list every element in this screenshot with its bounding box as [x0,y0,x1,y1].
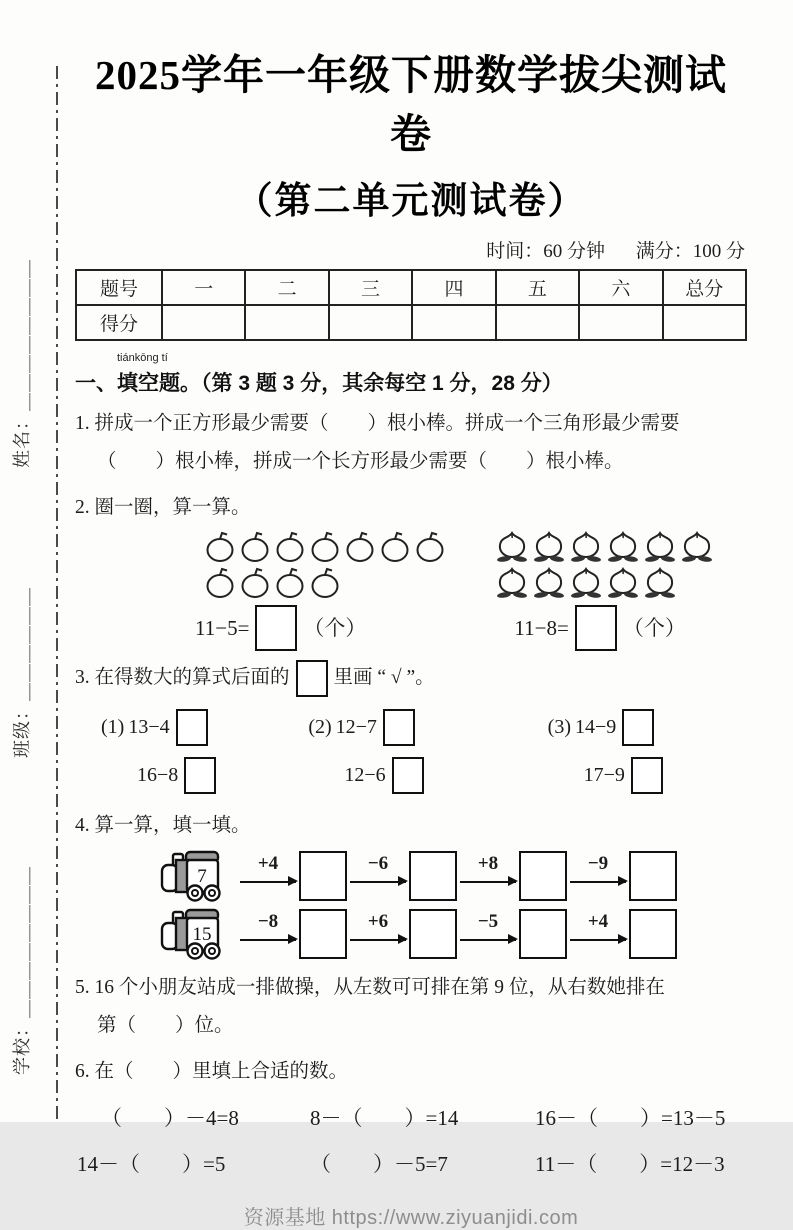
footer-link[interactable]: 资源基地 https://www.ziyuanjidi.com [243,1207,579,1230]
score-row-label: 得分 [76,305,162,340]
apple-icon [238,566,272,600]
q3-grid [75,703,747,799]
peach-group [494,529,716,601]
score-input-cell[interactable] [579,305,662,340]
q2-unit-left: （个） [303,616,367,640]
q3-bottom-line [308,751,507,799]
apple-row [203,565,448,601]
check-box[interactable] [383,709,415,746]
q3-expression: 14−9 [574,716,617,739]
apple-icon [273,530,307,564]
q6-grid [75,1095,747,1187]
q6-equation: （ ）－4=8 [101,1106,239,1131]
arrow-icon [460,881,516,884]
score-header-cell: 四 [412,270,495,305]
apple-group [203,529,448,601]
peach-icon [642,529,678,565]
score-header-cell: 三 [329,270,412,305]
q3-item [75,703,300,799]
q3-item-number: (2) [308,716,332,739]
q5-line1: 5. 16 个小朋友站成一排做操，从左数可可排在第 9 位，从右数她排在 [75,977,665,999]
q4-chain [159,907,747,961]
q1-line2: （ ）根小棒，拼成一个长方形最少需要（ ）根小棒。 [97,451,624,472]
paper-content [75,0,747,1230]
q6-row [75,1141,747,1187]
time-limit: 时间：60 分钟 [486,241,605,262]
q4-chains [75,849,747,961]
apple-icon [238,530,272,564]
train-icon [159,907,233,961]
q2-prompt: 2. 圈一圈，算一算。 [75,497,251,518]
q2-fruit-area [75,529,747,601]
peach-icon [605,565,641,601]
score-header-cell: 一 [162,270,245,305]
question-3 [75,659,747,799]
question-2 [75,489,747,651]
arrow-icon [570,939,626,942]
q6-equation: 8－（ ）=14 [310,1106,459,1131]
arrow-icon [350,939,406,942]
question-6 [75,1053,747,1187]
operation-label: −5 [477,910,499,932]
q6-equation: 14－（ ）=5 [77,1152,226,1177]
answer-box[interactable] [409,909,457,959]
score-input-cell[interactable] [329,305,412,340]
operation-label: −9 [587,852,609,874]
answer-box[interactable] [519,909,567,959]
score-input-cell[interactable] [412,305,495,340]
exam-info-line [75,236,747,263]
answer-box[interactable] [409,851,457,901]
q3-bottom-line [548,751,747,799]
q4-operation [237,852,299,884]
q3-expression: 16−8 [137,764,179,787]
q3-top-line [308,703,507,751]
q2-equations [75,605,747,651]
q3-expression: 12−6 [344,764,386,787]
q3-item-number: (3) [547,716,571,739]
peach-row [494,529,716,565]
q4-operation [457,910,519,942]
student-class-field[interactable]: 班级：＿＿＿＿＿＿ [12,587,32,758]
train-icon [159,849,233,903]
score-header-cell: 二 [245,270,328,305]
question-4 [75,807,747,961]
q3-item [300,703,507,799]
arrow-icon [570,881,626,884]
q6-equation: 16－（ ）=13－5 [535,1106,726,1131]
check-box[interactable] [176,709,208,746]
q2-unit-right: （个） [622,616,686,640]
score-header-cell: 六 [579,270,662,305]
apple-icon [308,566,342,600]
apple-icon [203,530,237,564]
score-input-cell[interactable] [496,305,579,340]
q3-top-line [101,703,300,751]
section1-heading-text: 一、填空题。（第 3 题 3 分，其余每空 1 分，28 分） [75,372,563,395]
check-box[interactable] [392,757,424,794]
apple-icon [273,566,307,600]
fold-line [56,66,58,1122]
q4-operation [457,852,519,884]
check-box[interactable] [631,757,663,794]
q2-expression-right: 11−8= [514,616,569,640]
apple-icon [343,530,377,564]
q4-operation [347,852,409,884]
question-5 [75,969,747,1045]
answer-box[interactable] [299,851,347,901]
score-table-score-row [76,305,746,340]
check-box[interactable] [622,709,654,746]
peach-icon [494,565,530,601]
example-box [296,660,328,697]
operation-label: +6 [367,910,389,932]
q2-expression-left: 11−5= [195,616,250,640]
arrow-icon [240,939,296,942]
q5-line2: 第（ ）位。 [97,1015,234,1037]
operation-label: +4 [587,910,609,932]
apple-icon [203,566,237,600]
q3-expression: 17−9 [583,764,625,787]
score-header-cell: 总分 [663,270,746,305]
q6-prompt: 6. 在（ ）里填上合适的数。 [75,1061,349,1083]
q3-prompt-after: 里画 “ √ ”。 [333,667,435,688]
arrow-icon [350,881,406,884]
operation-label: +4 [257,852,279,874]
q4-chain [159,849,747,903]
arrow-icon [460,939,516,942]
answer-box[interactable] [299,909,347,959]
answer-box[interactable] [519,851,567,901]
q3-item-number: (1) [101,716,125,739]
answer-box[interactable] [255,605,297,651]
score-input-cell[interactable] [162,305,245,340]
score-input-cell[interactable] [245,305,328,340]
operation-label: +8 [477,852,499,874]
score-header-cell: 题号 [76,270,162,305]
peach-icon [531,565,567,601]
q2-equation-left [195,605,366,651]
peach-icon [531,529,567,565]
peach-icon [494,529,530,565]
apple-icon [378,530,412,564]
q4-operation [567,852,629,884]
q3-expression: 12−7 [335,716,377,739]
score-table [75,269,747,341]
q4-prompt: 4. 算一算，填一填。 [75,815,251,837]
q6-equation: 11－（ ）=12－3 [535,1152,725,1177]
q3-top-line [548,703,747,751]
check-box[interactable] [184,757,216,794]
peach-icon [679,529,715,565]
q3-prompt-before: 3. 在得数大的算式后面的 [75,667,290,688]
score-header-cell: 五 [496,270,579,305]
apple-icon [308,530,342,564]
answer-box[interactable] [575,605,617,651]
arrow-icon [240,881,296,884]
apple-row [203,529,448,565]
answer-box[interactable] [629,909,677,959]
apple-icon [413,530,447,564]
operation-label: −6 [367,852,389,874]
peach-icon [605,529,641,565]
q6-equation: （ ）－5=7 [310,1152,448,1177]
peach-icon [568,565,604,601]
peach-icon [568,529,604,565]
question-1 [75,405,747,481]
q4-operation [567,910,629,942]
paper-title: 2025学年一年级下册数学拔尖测试卷 [95,52,727,157]
q4-operation [237,910,299,942]
student-name-field[interactable]: 姓名：＿＿＿＿＿＿＿＿ [12,259,32,468]
train-start-number: 15 [192,924,212,946]
q3-bottom-line [101,751,300,799]
score-input-cell[interactable] [663,305,746,340]
section1-heading [75,352,747,397]
q3-item [508,703,747,799]
operation-label: −8 [257,910,279,932]
q2-equation-right [514,605,685,651]
score-table-header-row [76,270,746,305]
peach-row [494,565,716,601]
answer-box[interactable] [629,851,677,901]
full-score: 满分：100 分 [635,241,745,262]
train-start-number: 7 [197,866,207,888]
section1-pinyin: tiánkōng tí [117,352,168,364]
student-school-field[interactable]: 学校：＿＿＿＿＿＿＿＿ [12,866,32,1075]
q6-row [75,1095,747,1141]
q4-operation [347,910,409,942]
peach-icon [642,565,678,601]
q3-expression: 13−4 [128,716,170,739]
q1-line1: 1. 拼成一个正方形最少需要（ ）根小棒。拼成一个三角形最少需要 [75,413,680,434]
paper-subtitle: （第二单元测试卷） [235,181,587,222]
